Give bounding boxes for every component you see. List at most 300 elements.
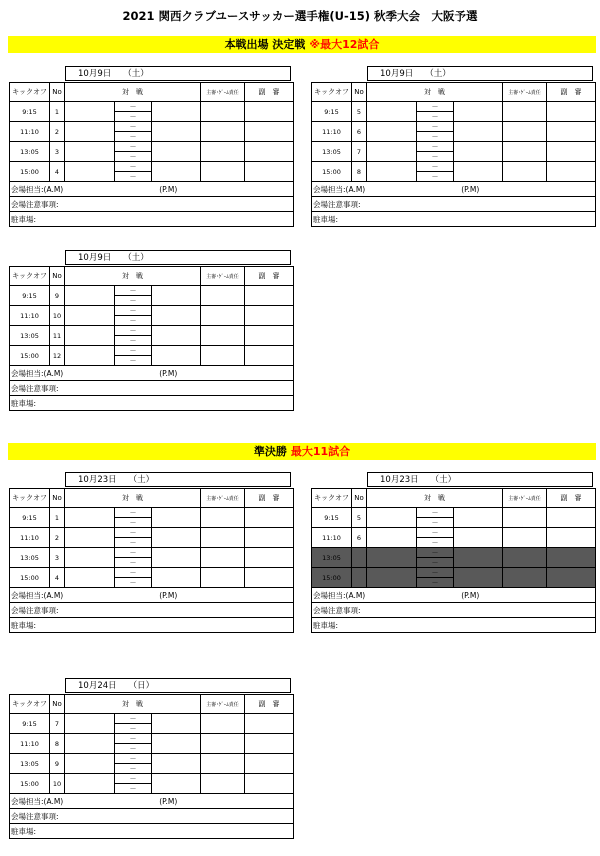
am-label: (A.M) [43,796,64,806]
assistant-cell[interactable] [547,102,596,122]
referee-header: 主審･ｹﾞｰﾑ責任 [503,489,547,508]
no-header: No [352,489,367,508]
assistant-cell[interactable] [547,528,596,548]
assistant-cell[interactable] [547,122,596,142]
match-number: 11 [50,326,65,346]
referee-cell[interactable] [201,754,245,774]
table-row [10,142,294,152]
match-number: 7 [50,714,65,734]
away-team-cell[interactable] [454,568,503,588]
kickoff-time: 15:00 [10,346,50,366]
schedule-table [9,266,294,411]
away-team-cell[interactable] [152,346,201,366]
match-number [352,548,367,568]
kickoff-time: 9:15 [312,102,352,122]
venue-notes-label: 会場注意事項: [10,197,294,212]
assistant-header: 副 審 [245,489,294,508]
parking-row [10,824,294,839]
home-team-cell[interactable] [65,774,115,794]
no-header: No [50,83,65,102]
score-away: － [417,538,454,548]
referee-cell[interactable] [503,162,547,182]
score-home: － [115,306,152,316]
am-label: (A.M) [43,368,64,378]
score-away: － [115,316,152,326]
assistant-cell[interactable] [245,734,294,754]
score-away: － [417,578,454,588]
match-number: 3 [50,142,65,162]
score-away: － [115,336,152,346]
score-away: － [417,518,454,528]
away-team-cell[interactable] [454,122,503,142]
kickoff-time: 9:15 [10,286,50,306]
date-label: 10月9日 [380,69,414,79]
score-away: － [115,764,152,774]
score-home: － [115,122,152,132]
parking-label: 駐車場: [312,212,596,227]
table-row [10,714,294,724]
table-row [10,774,294,784]
assistant-cell[interactable] [245,346,294,366]
home-team-cell[interactable] [367,162,417,182]
referee-cell[interactable] [503,508,547,528]
referee-header: 主審･ｹﾞｰﾑ責任 [201,695,245,714]
schedule-table [311,488,596,633]
referee-header: 主審･ｹﾞｰﾑ責任 [503,83,547,102]
score-away: － [417,558,454,568]
match-header: 対 戦 [65,267,201,286]
venue-staff-row [10,366,294,381]
assistant-cell[interactable] [245,774,294,794]
home-team-cell[interactable] [65,568,115,588]
table-row [312,162,596,172]
kickoff-time: 13:05 [312,142,352,162]
kickoff-time: 13:05 [312,548,352,568]
venue-notes-label: 会場注意事項: [10,603,294,618]
assistant-cell[interactable] [245,102,294,122]
parking-label: 駐車場: [10,824,294,839]
match-number: 5 [352,508,367,528]
score-home: － [417,162,454,172]
home-team-cell[interactable] [367,528,417,548]
referee-cell[interactable] [201,508,245,528]
score-home: － [115,774,152,784]
table-row [10,548,294,558]
weekday-label: （土） [123,69,149,79]
table-row [10,102,294,112]
home-team-cell[interactable] [367,548,417,568]
kickoff-time: 11:10 [10,122,50,142]
away-team-cell[interactable] [152,528,201,548]
match-number: 3 [50,548,65,568]
home-team-cell[interactable] [367,142,417,162]
assistant-cell[interactable] [245,754,294,774]
score-away: － [115,132,152,142]
assistant-cell[interactable] [547,142,596,162]
home-team-cell[interactable] [65,714,115,734]
table-row [10,508,294,518]
venue-staff-label: 会場担当: [313,184,346,194]
table-row [10,306,294,316]
score-home: － [115,326,152,336]
away-team-cell[interactable] [152,142,201,162]
table-header [10,267,294,286]
referee-cell[interactable] [503,568,547,588]
no-header: No [50,267,65,286]
away-team-cell[interactable] [454,142,503,162]
table-row [312,548,596,558]
table-header [10,695,294,714]
assistant-cell[interactable] [245,714,294,734]
score-home: － [417,142,454,152]
kickoff-time: 15:00 [10,774,50,794]
table-row [312,122,596,132]
score-home: － [115,754,152,764]
venue-staff-row [10,182,294,197]
home-team-cell[interactable] [65,286,115,306]
kickoff-time: 9:15 [10,102,50,122]
home-team-cell[interactable] [65,162,115,182]
assistant-cell[interactable] [245,142,294,162]
kickoff-header: キックオフ [10,489,50,508]
score-away: － [115,518,152,528]
kickoff-time: 9:15 [10,508,50,528]
referee-cell[interactable] [201,346,245,366]
schedule-table [9,488,294,633]
parking-row [10,212,294,227]
match-number [352,568,367,588]
page-title: 2021 関西クラブユースサッカー選手権(U-15) 秋季大会 大阪予選 [122,9,478,23]
referee-cell[interactable] [201,142,245,162]
home-team-cell[interactable] [367,102,417,122]
date-box [367,66,593,81]
match-header: 対 戦 [65,83,201,102]
match-number: 2 [50,528,65,548]
venue-notes-row [10,603,294,618]
assistant-cell[interactable] [245,286,294,306]
referee-cell[interactable] [201,548,245,568]
assistant-cell[interactable] [245,122,294,142]
section-note: ※最大12試合 [309,38,380,51]
kickoff-header: キックオフ [10,83,50,102]
score-away: － [115,578,152,588]
referee-cell[interactable] [503,142,547,162]
venue-notes-row [312,603,596,618]
venue-notes-label: 会場注意事項: [312,197,596,212]
match-number: 4 [50,568,65,588]
no-header: No [352,83,367,102]
assistant-cell[interactable] [245,326,294,346]
assistant-cell[interactable] [245,306,294,326]
referee-cell[interactable] [503,548,547,568]
parking-row [312,618,596,633]
match-number: 10 [50,306,65,326]
weekday-label: （土） [123,253,149,263]
table-row [312,528,596,538]
parking-row [312,212,596,227]
assistant-cell[interactable] [245,528,294,548]
away-team-cell[interactable] [152,508,201,528]
parking-row [10,618,294,633]
referee-cell[interactable] [201,326,245,346]
match-header: 対 戦 [367,489,503,508]
weekday-label: （土） [430,475,457,485]
referee-cell[interactable] [503,122,547,142]
home-team-cell[interactable] [367,508,417,528]
away-team-cell[interactable] [454,508,503,528]
away-team-cell[interactable] [152,306,201,326]
away-team-cell[interactable] [454,548,503,568]
kickoff-time: 11:10 [10,306,50,326]
venue-notes-row [312,197,596,212]
away-team-cell[interactable] [152,286,201,306]
venue-notes-row [10,381,294,396]
venue-staff-label: 会場担当: [313,590,346,600]
match-number: 1 [50,102,65,122]
score-home: － [115,548,152,558]
no-header: No [50,489,65,508]
match-number: 4 [50,162,65,182]
table-row [10,568,294,578]
score-away: － [417,172,454,182]
referee-cell[interactable] [201,102,245,122]
score-away: － [115,356,152,366]
assistant-cell[interactable] [547,162,596,182]
home-team-cell[interactable] [65,122,115,142]
kickoff-time: 13:05 [10,548,50,568]
referee-cell[interactable] [201,774,245,794]
match-number: 8 [352,162,367,182]
score-away: － [417,152,454,162]
score-home: － [417,508,454,518]
score-home: － [115,346,152,356]
match-number: 9 [50,754,65,774]
referee-cell[interactable] [503,528,547,548]
venue-staff-row [312,588,596,603]
kickoff-header: キックオフ [10,267,50,286]
home-team-cell[interactable] [65,528,115,548]
parking-row [10,396,294,411]
score-away: － [115,296,152,306]
table-row [312,508,596,518]
table-header [10,489,294,508]
away-team-cell[interactable] [454,162,503,182]
score-away: － [115,152,152,162]
referee-cell[interactable] [201,734,245,754]
pm-label: (P.M) [159,184,178,194]
venue-staff-label: 会場担当: [11,590,44,600]
table-header [10,83,294,102]
venue-staff-row [10,588,294,603]
section-banner-final [8,36,596,53]
score-home: － [417,568,454,578]
kickoff-time: 13:05 [10,142,50,162]
home-team-cell[interactable] [65,306,115,326]
away-team-cell[interactable] [454,102,503,122]
assistant-cell[interactable] [245,508,294,528]
score-home: － [115,568,152,578]
score-home: － [417,122,454,132]
assistant-cell[interactable] [547,568,596,588]
table-row [10,754,294,764]
match-number: 9 [50,286,65,306]
match-number: 12 [50,346,65,366]
match-header: 対 戦 [65,489,201,508]
referee-cell[interactable] [201,306,245,326]
score-home: － [417,102,454,112]
referee-cell[interactable] [201,528,245,548]
kickoff-time: 13:05 [10,754,50,774]
assistant-cell[interactable] [547,508,596,528]
match-number: 6 [352,528,367,548]
section-banner-semifinal [8,443,596,460]
score-home: － [115,714,152,724]
kickoff-header: キックオフ [312,489,352,508]
date-box [65,472,291,487]
away-team-cell[interactable] [152,734,201,754]
venue-staff-row [312,182,596,197]
venue-notes-label: 会場注意事項: [10,381,294,396]
score-home: － [115,142,152,152]
score-home: － [115,102,152,112]
kickoff-header: キックオフ [312,83,352,102]
kickoff-time: 11:10 [10,734,50,754]
referee-cell[interactable] [201,714,245,734]
score-away: － [115,538,152,548]
venue-staff-label: 会場担当: [11,796,44,806]
home-team-cell[interactable] [65,734,115,754]
parking-label: 駐車場: [10,396,294,411]
am-label: (A.M) [43,184,64,194]
table-row [10,162,294,172]
home-team-cell[interactable] [65,754,115,774]
weekday-label: （日） [128,681,155,691]
score-home: － [417,528,454,538]
away-team-cell[interactable] [152,162,201,182]
away-team-cell[interactable] [152,102,201,122]
away-team-cell[interactable] [454,528,503,548]
referee-cell[interactable] [201,568,245,588]
pm-label: (P.M) [461,184,480,194]
table-row [10,734,294,744]
score-away: － [115,784,152,794]
away-team-cell[interactable] [152,774,201,794]
match-header: 対 戦 [367,83,503,102]
am-label: (A.M) [345,184,366,194]
table-row [10,286,294,296]
away-team-cell[interactable] [152,548,201,568]
schedule-table [9,694,294,839]
assistant-cell[interactable] [245,162,294,182]
table-row [10,528,294,538]
kickoff-time: 15:00 [10,568,50,588]
table-header [312,83,596,102]
home-team-cell[interactable] [65,548,115,568]
table-row [10,122,294,132]
assistant-cell[interactable] [547,548,596,568]
venue-notes-row [10,197,294,212]
score-home: － [115,734,152,744]
match-number: 2 [50,122,65,142]
date-box [367,472,593,487]
away-team-cell[interactable] [152,122,201,142]
table-row [312,102,596,112]
venue-notes-label: 会場注意事項: [10,809,294,824]
assistant-cell[interactable] [245,568,294,588]
kickoff-time: 11:10 [312,528,352,548]
home-team-cell[interactable] [367,568,417,588]
score-home: － [115,286,152,296]
kickoff-header: キックオフ [10,695,50,714]
date-label: 10月23日 [78,475,117,485]
parking-label: 駐車場: [10,618,294,633]
referee-cell[interactable] [201,122,245,142]
date-label: 10月9日 [78,253,112,263]
away-team-cell[interactable] [152,326,201,346]
match-number: 6 [352,122,367,142]
away-team-cell[interactable] [152,568,201,588]
table-row [10,326,294,336]
referee-cell[interactable] [201,162,245,182]
referee-cell[interactable] [201,286,245,306]
pm-label: (P.M) [461,590,480,600]
score-home: － [115,528,152,538]
home-team-cell[interactable] [65,346,115,366]
kickoff-time: 9:15 [10,714,50,734]
pm-label: (P.M) [159,590,178,600]
date-label: 10月9日 [78,69,112,79]
venue-staff-row [10,794,294,809]
home-team-cell[interactable] [65,326,115,346]
table-row [312,142,596,152]
score-away: － [417,132,454,142]
score-home: － [115,508,152,518]
score-away: － [115,558,152,568]
home-team-cell[interactable] [65,142,115,162]
parking-label: 駐車場: [312,618,596,633]
section-note: 最大11試合 [290,445,351,458]
am-label: (A.M) [345,590,366,600]
venue-notes-row [10,809,294,824]
table-row [10,346,294,356]
assistant-cell[interactable] [245,548,294,568]
away-team-cell[interactable] [152,714,201,734]
home-team-cell[interactable] [65,102,115,122]
score-away: － [115,172,152,182]
match-number: 7 [352,142,367,162]
home-team-cell[interactable] [367,122,417,142]
weekday-label: （土） [425,69,451,79]
score-home: － [417,548,454,558]
score-away: － [115,112,152,122]
match-number: 10 [50,774,65,794]
home-team-cell[interactable] [65,508,115,528]
pm-label: (P.M) [159,796,178,806]
match-header: 対 戦 [65,695,201,714]
schedule-table [9,82,294,227]
venue-staff-label: 会場担当: [11,368,44,378]
score-away: － [115,724,152,734]
referee-cell[interactable] [503,102,547,122]
date-box [65,66,291,81]
match-number: 8 [50,734,65,754]
match-number: 1 [50,508,65,528]
parking-label: 駐車場: [10,212,294,227]
score-away: － [115,744,152,754]
match-number: 5 [352,102,367,122]
kickoff-time: 11:10 [10,528,50,548]
away-team-cell[interactable] [152,754,201,774]
